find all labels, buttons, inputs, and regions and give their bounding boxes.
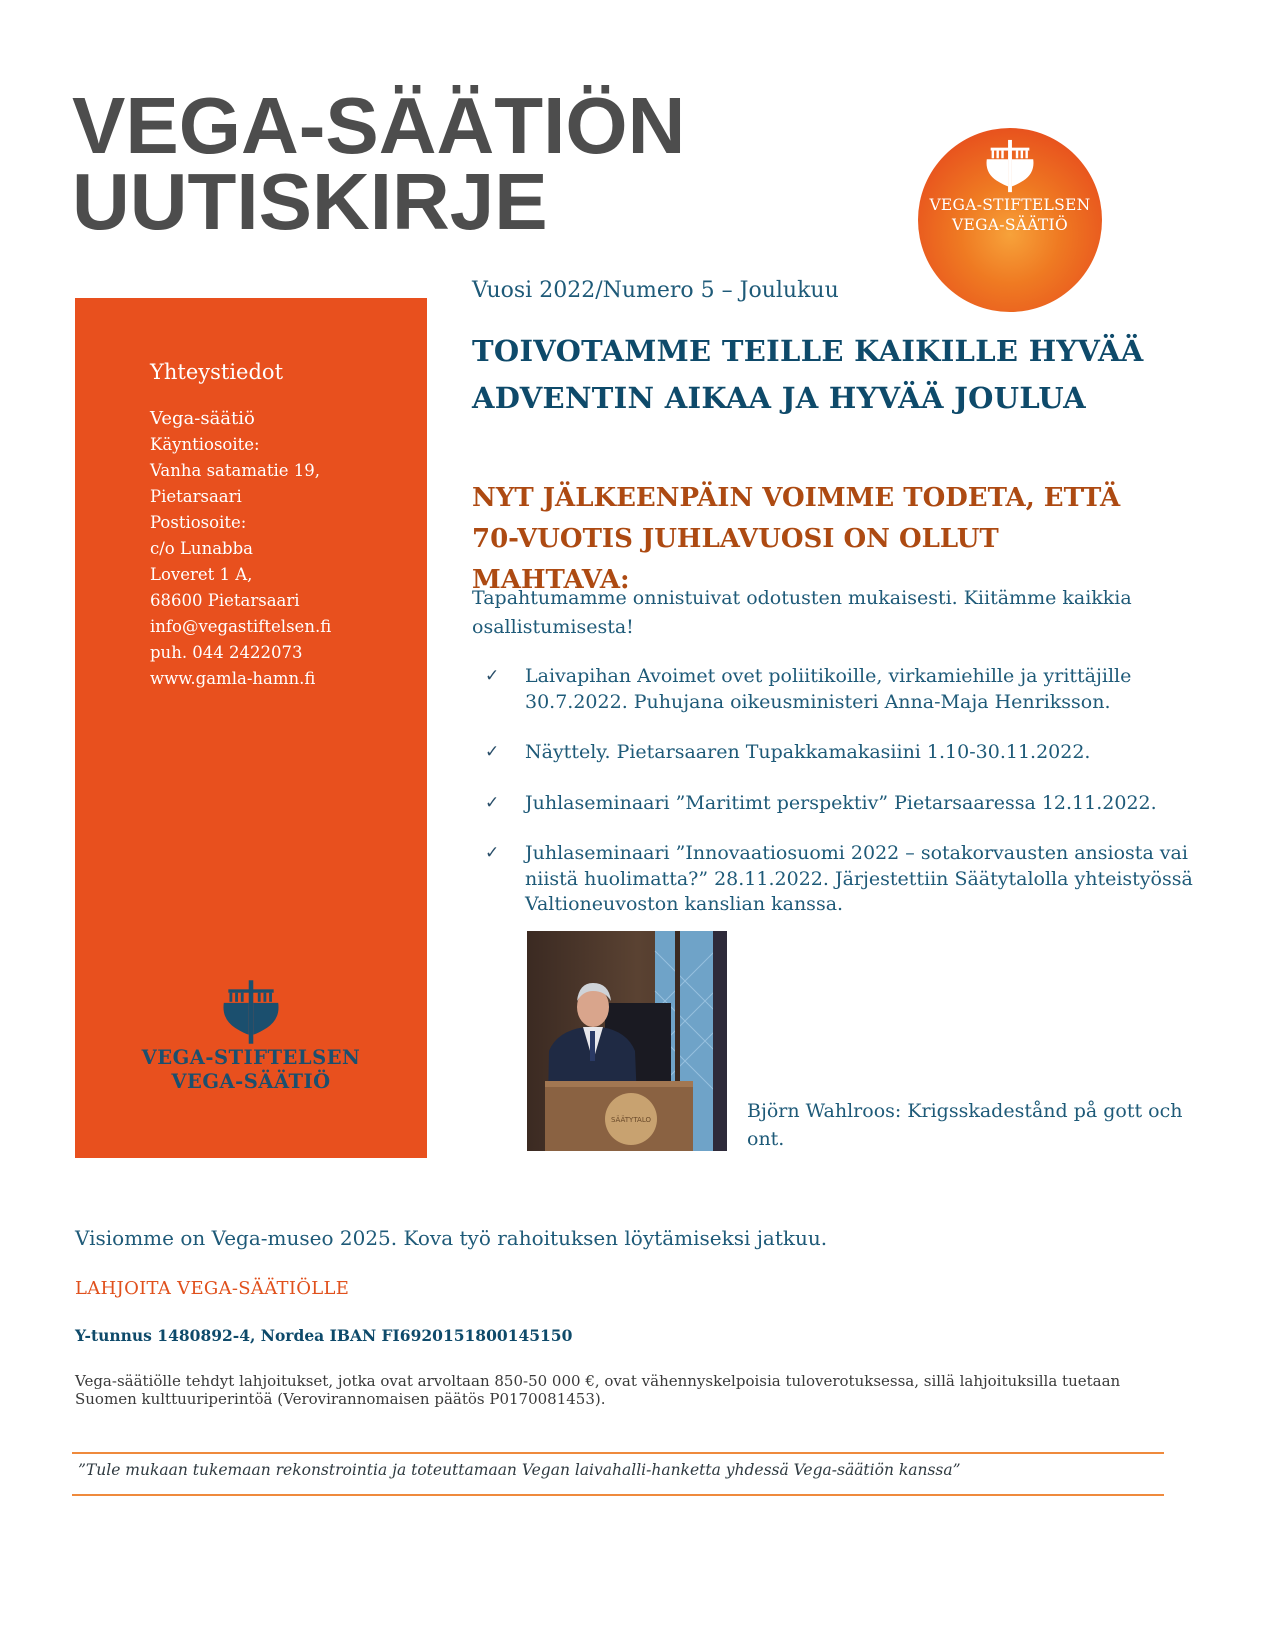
photo-caption: Björn Wahlroos: Krigsskadestånd på gott och ont. xyxy=(747,1100,1183,1150)
title-line-1: VEGA-SÄÄTIÖN xyxy=(72,81,686,170)
vision-statement: Visiomme on Vega-museo 2025. Kova työ rahoituksen löytämiseksi jatkuu. xyxy=(75,1226,828,1250)
contact-post-city: 68600 Pietarsaari xyxy=(150,591,300,610)
call-to-action-quote: ”Tule mukaan tukemaan rekonstrointia ja toteuttamaan Vegan laivahalli-hanketta yhdessä Vega-säätiön kanssa” xyxy=(78,1461,961,1479)
contact-visit-street: Vanha satamatie 19, xyxy=(150,461,320,480)
ship-hull-icon xyxy=(981,138,1039,196)
speaker-photo-image xyxy=(527,931,727,1151)
contact-sidebar xyxy=(75,298,427,1158)
donate-heading: LAHJOITA VEGA-SÄÄTIÖLLE xyxy=(75,1278,350,1299)
tax-deduction-note: Vega-säätiölle tehdyt lahjoitukset, jotka ovat arvoltaan 850-50 000 €, ovat vähennyskelpoisia tuloverotuksessa, sillä lahjoituksilla tuetaan Suomen kulttuuriperintöä (Verovirannomaisen päätös P0170081453). xyxy=(75,1372,1121,1408)
logo-text-swedish: VEGA-STIFTELSEN xyxy=(929,196,1091,214)
sidebar-logo xyxy=(75,978,427,1094)
title-line-2: UUTISKIRJE xyxy=(72,157,548,246)
contact-email-link[interactable]: info@vegastiftelsen.fi xyxy=(150,617,332,636)
foundation-logo-circle xyxy=(918,128,1102,312)
contact-post-street: Loveret 1 A, xyxy=(150,565,253,584)
event-text: Laivapihan Avoimet ovet poliitikoille, virkamiehille ja yrittäjille 30.7.2022. Puhujana oikeusministeri Anna-Maja Henriksson. xyxy=(525,665,1132,713)
speaker-photo xyxy=(527,931,727,1151)
podium-label: SÄÄTYTALO xyxy=(610,1116,652,1124)
contact-visit-city: Pietarsaari xyxy=(150,487,242,506)
list-item xyxy=(485,740,1205,766)
issue-info: Vuosi 2022/Numero 5 – Joulukuu xyxy=(472,278,839,303)
contact-phone: puh. 044 2422073 xyxy=(150,643,303,662)
checkmark-icon: ✓ xyxy=(485,843,500,863)
holiday-greeting-headline: TOIVOTAMME TEILLE KAIKILLE HYVÄÄ ADVENTIN AIKAA JA HYVÄÄ JOULUA xyxy=(472,334,1144,415)
event-list xyxy=(485,664,1205,943)
anniversary-headline: NYT JÄLKEENPÄIN VOIMME TODETA, ETTÄ 70-VUOTIS JUHLAVUOSI ON OLLUT MAHTAVA: xyxy=(472,483,1121,595)
divider-top xyxy=(72,1452,1164,1454)
list-item xyxy=(485,791,1205,817)
sidebar-logo-finnish: VEGA-SÄÄTIÖ xyxy=(171,1070,331,1093)
contact-post-label: Postiosoite: xyxy=(150,513,247,532)
contact-details xyxy=(150,406,331,692)
contact-post-co: c/o Lunabba xyxy=(150,539,253,558)
checkmark-icon: ✓ xyxy=(485,742,500,762)
event-text: Juhlaseminaari ”Maritimt perspektiv” Pietarsaaressa 12.11.2022. xyxy=(525,791,1157,814)
contact-org-name: Vega-säätiö xyxy=(150,408,255,429)
intro-paragraph: Tapahtumamme onnistuivat odotusten mukaisesti. Kiitämme kaikkia osallistumisesta! xyxy=(472,587,1132,638)
checkmark-icon: ✓ xyxy=(485,666,500,686)
sidebar-logo-swedish: VEGA-STIFTELSEN xyxy=(141,1046,361,1069)
contact-visit-label: Käyntiosoite: xyxy=(150,435,260,454)
ship-hull-icon xyxy=(217,978,285,1046)
list-item xyxy=(485,664,1205,715)
event-text: Näyttely. Pietarsaaren Tupakkamakasiini 1.10-30.11.2022. xyxy=(525,741,1091,763)
event-text: Juhlaseminaari ”Innovaatiosuomi 2022 – sotakorvausten ansiosta vai niistä huolimatta?” 28.11.2022. Järjestettiin Säätytalolla yhteistyössä Valtioneuvoston kanslian kanssa. xyxy=(525,842,1193,915)
contact-website-link[interactable]: www.gamla-hamn.fi xyxy=(150,669,316,688)
logo-text-finnish: VEGA-SÄÄTIÖ xyxy=(952,216,1068,234)
divider-bottom xyxy=(72,1494,1164,1496)
checkmark-icon: ✓ xyxy=(485,792,500,813)
newsletter-title xyxy=(72,81,686,246)
bank-details: Y-tunnus 1480892-4, Nordea IBAN FI6920151800145150 xyxy=(75,1326,573,1345)
contact-heading: Yhteystiedot xyxy=(150,360,284,384)
list-item xyxy=(485,841,1205,918)
